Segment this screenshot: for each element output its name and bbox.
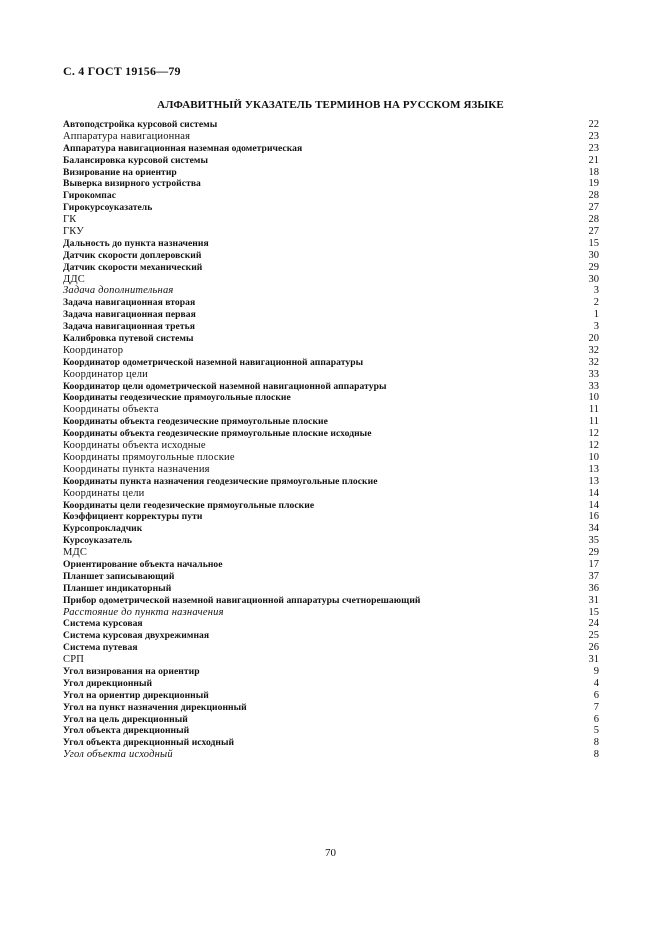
index-term: Угол объекта дирекционный	[63, 725, 190, 737]
index-entry	[63, 476, 599, 488]
index-page-ref: 10	[588, 392, 599, 404]
index-page-ref: 30	[588, 273, 599, 285]
index-entry	[63, 178, 599, 190]
index-entry	[63, 690, 599, 702]
index-term: Угол объекта исходный	[63, 749, 173, 761]
index-page-ref: 33	[588, 368, 599, 380]
index-entry	[63, 345, 599, 357]
index-entry	[63, 119, 599, 131]
index-page-ref: 24	[588, 618, 599, 630]
index-entry	[63, 630, 599, 642]
index-page-ref: 14	[588, 499, 599, 511]
index-entry	[63, 250, 599, 262]
index-term: ГК	[63, 214, 77, 226]
index-term: Визирование на ориентир	[63, 166, 177, 178]
index-page-ref: 20	[588, 333, 599, 345]
index-page-ref: 15	[588, 237, 599, 249]
index-page-ref: 10	[588, 451, 599, 463]
index-term: Координаты объекта исходные	[63, 440, 206, 452]
index-page-ref: 28	[588, 214, 599, 226]
index-page-ref: 23	[588, 142, 599, 154]
index-page-ref: 3	[593, 321, 599, 333]
index-page-ref: 25	[588, 630, 599, 642]
index-page-ref: 31	[588, 594, 599, 606]
index-page-ref: 2	[593, 297, 599, 309]
index-term: Датчик скорости механический	[63, 261, 203, 273]
index-term: Задача дополнительная	[63, 285, 174, 297]
index-term: Аппаратура навигационная наземная одометрическая	[63, 142, 303, 154]
index-entry	[63, 297, 599, 309]
index-page-ref: 6	[593, 689, 599, 701]
index-term: Задача навигационная первая	[63, 309, 196, 321]
index-entry	[63, 678, 599, 690]
index-page-ref: 29	[588, 261, 599, 273]
index-page-ref: 27	[588, 202, 599, 214]
index-term: Координаты пункта назначения	[63, 463, 210, 475]
index-entry	[63, 309, 599, 321]
index-entry	[63, 369, 599, 381]
index-page-ref: 18	[588, 166, 599, 178]
index-page-ref: 1	[593, 309, 599, 321]
index-page-ref: 22	[588, 119, 599, 130]
index-page-ref: 36	[588, 582, 599, 594]
index-term: Курсопрокладчик	[63, 523, 143, 535]
index-page-ref: 14	[588, 487, 599, 499]
index-term: Координатор	[63, 344, 124, 356]
index-term: Угол объекта дирекционный исходный	[63, 737, 235, 749]
index-entry	[63, 654, 599, 666]
index-term: Угол визирования на ориентир	[63, 665, 200, 677]
index-entry	[63, 535, 599, 547]
index-entry	[63, 428, 599, 440]
index-entry	[63, 274, 599, 286]
index-entry	[63, 333, 599, 345]
index-page-ref: 11	[588, 404, 599, 416]
index-page-ref: 27	[588, 226, 599, 238]
index-page-ref: 4	[593, 677, 599, 689]
index-entry	[63, 702, 599, 714]
index-term: ДДС	[63, 273, 85, 285]
index-entry	[63, 357, 599, 369]
index-page-ref: 28	[588, 190, 599, 202]
index-term: Координаты геодезические прямоугольные плоские	[63, 392, 291, 404]
index-term: Курсоуказатель	[63, 535, 133, 547]
index-term: МДС	[63, 547, 88, 559]
index-page-ref: 30	[588, 249, 599, 261]
index-term: Угол дирекционный	[63, 677, 153, 689]
index-entry	[63, 523, 599, 535]
index-term: Задача навигационная вторая	[63, 297, 196, 309]
index-page-ref: 37	[588, 570, 599, 582]
index-entry	[63, 392, 599, 404]
index-entry	[63, 500, 599, 512]
index-term: Расстояние до пункта назначения	[63, 606, 224, 618]
index-term: Координатор цели одометрической наземной навигационной аппаратуры	[63, 380, 387, 392]
index-term: Аппаратура навигационная	[63, 130, 191, 142]
index-page-ref: 23	[588, 130, 599, 142]
index-term: Коэффициент корректуры пути	[63, 511, 203, 523]
page-number: 70	[325, 847, 336, 859]
index-page-ref: 19	[588, 178, 599, 190]
index-term: Координаты цели геодезические прямоугольные плоские	[63, 499, 315, 511]
index-term: Угол на цель дирекционный	[63, 713, 188, 725]
index-entry	[63, 321, 599, 333]
index-term: Планшет записывающий	[63, 570, 175, 582]
index-entry	[63, 511, 599, 523]
index-title: АЛФАВИТНЫЙ УКАЗАТЕЛЬ ТЕРМИНОВ НА РУССКОМ ЯЗЫКЕ	[157, 99, 504, 111]
index-term: Автоподстройка курсовой системы	[63, 119, 218, 130]
index-page-ref: 11	[588, 416, 599, 428]
index-term: Координаты объекта	[63, 404, 159, 416]
index-page-ref: 13	[588, 475, 599, 487]
index-page-ref: 12	[588, 440, 599, 452]
index-page-ref: 9	[593, 665, 599, 677]
index-term: Координатор одометрической наземной навигационной аппаратуры	[63, 356, 364, 368]
index-term: Планшет индикаторный	[63, 582, 172, 594]
index-entry	[63, 547, 599, 559]
index-page-ref: 34	[588, 523, 599, 535]
index-page-ref: 33	[588, 380, 599, 392]
index-page-ref: 32	[588, 356, 599, 368]
index-page-ref: 6	[593, 713, 599, 725]
index-entry	[63, 559, 599, 571]
index-entry	[63, 488, 599, 500]
index-page-ref: 32	[588, 344, 599, 356]
index-page-ref: 5	[593, 725, 599, 737]
index-entry	[63, 714, 599, 726]
index-page-ref: 12	[588, 428, 599, 440]
index-page-ref: 26	[588, 642, 599, 654]
index-entry	[63, 749, 599, 761]
index-entry	[63, 607, 599, 619]
index-term: ГКУ	[63, 226, 84, 238]
index-entry	[63, 202, 599, 214]
index-term: Гирокурсоуказатель	[63, 202, 153, 214]
index-term: Координаты прямоугольные плоские	[63, 451, 235, 463]
index-entry	[63, 381, 599, 393]
index-term: Угол на ориентир дирекционный	[63, 689, 209, 701]
index-term: Прибор одометрической наземной навигационной аппаратуры счетнорешающий	[63, 594, 421, 606]
index-entry	[63, 131, 599, 143]
index-term: Координаты объекта геодезические прямоугольные плоские	[63, 416, 328, 428]
index-term: Координаты цели	[63, 487, 145, 499]
index-entry	[63, 666, 599, 678]
index-term: Гирокомпас	[63, 190, 117, 202]
index-entry	[63, 737, 599, 749]
index-term: Калибровка путевой системы	[63, 333, 194, 345]
index-page-ref: 8	[593, 749, 599, 761]
index-page-ref: 29	[588, 547, 599, 559]
term-index-list	[63, 119, 599, 761]
index-page-ref: 7	[593, 701, 599, 713]
index-entry	[63, 404, 599, 416]
index-term: Ориентирование объекта начальное	[63, 558, 223, 570]
index-entry	[63, 464, 599, 476]
index-term: Угол на пункт назначения дирекционный	[63, 701, 247, 713]
index-entry	[63, 440, 599, 452]
index-entry	[63, 262, 599, 274]
running-title: С. 4 ГОСТ 19156—79	[63, 64, 181, 78]
index-term: Координаты объекта геодезические прямоугольные плоские исходные	[63, 428, 372, 440]
index-entry	[63, 725, 599, 737]
index-term: Координатор цели	[63, 368, 148, 380]
index-entry	[63, 642, 599, 654]
index-entry	[63, 238, 599, 250]
index-entry	[63, 571, 599, 583]
index-page-ref: 35	[588, 535, 599, 547]
index-page-ref: 31	[588, 654, 599, 666]
index-entry	[63, 226, 599, 238]
index-entry	[63, 595, 599, 607]
index-entry	[63, 214, 599, 226]
index-page-ref: 21	[588, 154, 599, 166]
index-term: Задача навигационная третья	[63, 321, 195, 333]
index-entry	[63, 583, 599, 595]
index-entry	[63, 155, 599, 167]
index-entry	[63, 452, 599, 464]
index-entry	[63, 416, 599, 428]
index-entry	[63, 143, 599, 155]
index-page-ref: 15	[588, 606, 599, 618]
index-term: Система курсовая	[63, 618, 143, 630]
index-page-ref: 17	[588, 558, 599, 570]
index-term: Система курсовая двухрежимная	[63, 630, 210, 642]
index-entry	[63, 285, 599, 297]
index-page-ref: 16	[588, 511, 599, 523]
index-page-ref: 3	[593, 285, 599, 297]
index-entry	[63, 618, 599, 630]
index-term: Выверка визирного устройства	[63, 178, 201, 190]
index-entry	[63, 190, 599, 202]
index-term: Балансировка курсовой системы	[63, 154, 209, 166]
index-term: Система путевая	[63, 642, 138, 654]
index-page-ref: 13	[588, 463, 599, 475]
index-term: Датчик скорости доплеровский	[63, 249, 202, 261]
index-entry	[63, 167, 599, 179]
index-page-ref: 8	[593, 737, 599, 749]
index-term: Дальность до пункта назначения	[63, 237, 209, 249]
index-term: Координаты пункта назначения геодезические прямоугольные плоские	[63, 475, 378, 487]
index-term: СРП	[63, 654, 85, 666]
